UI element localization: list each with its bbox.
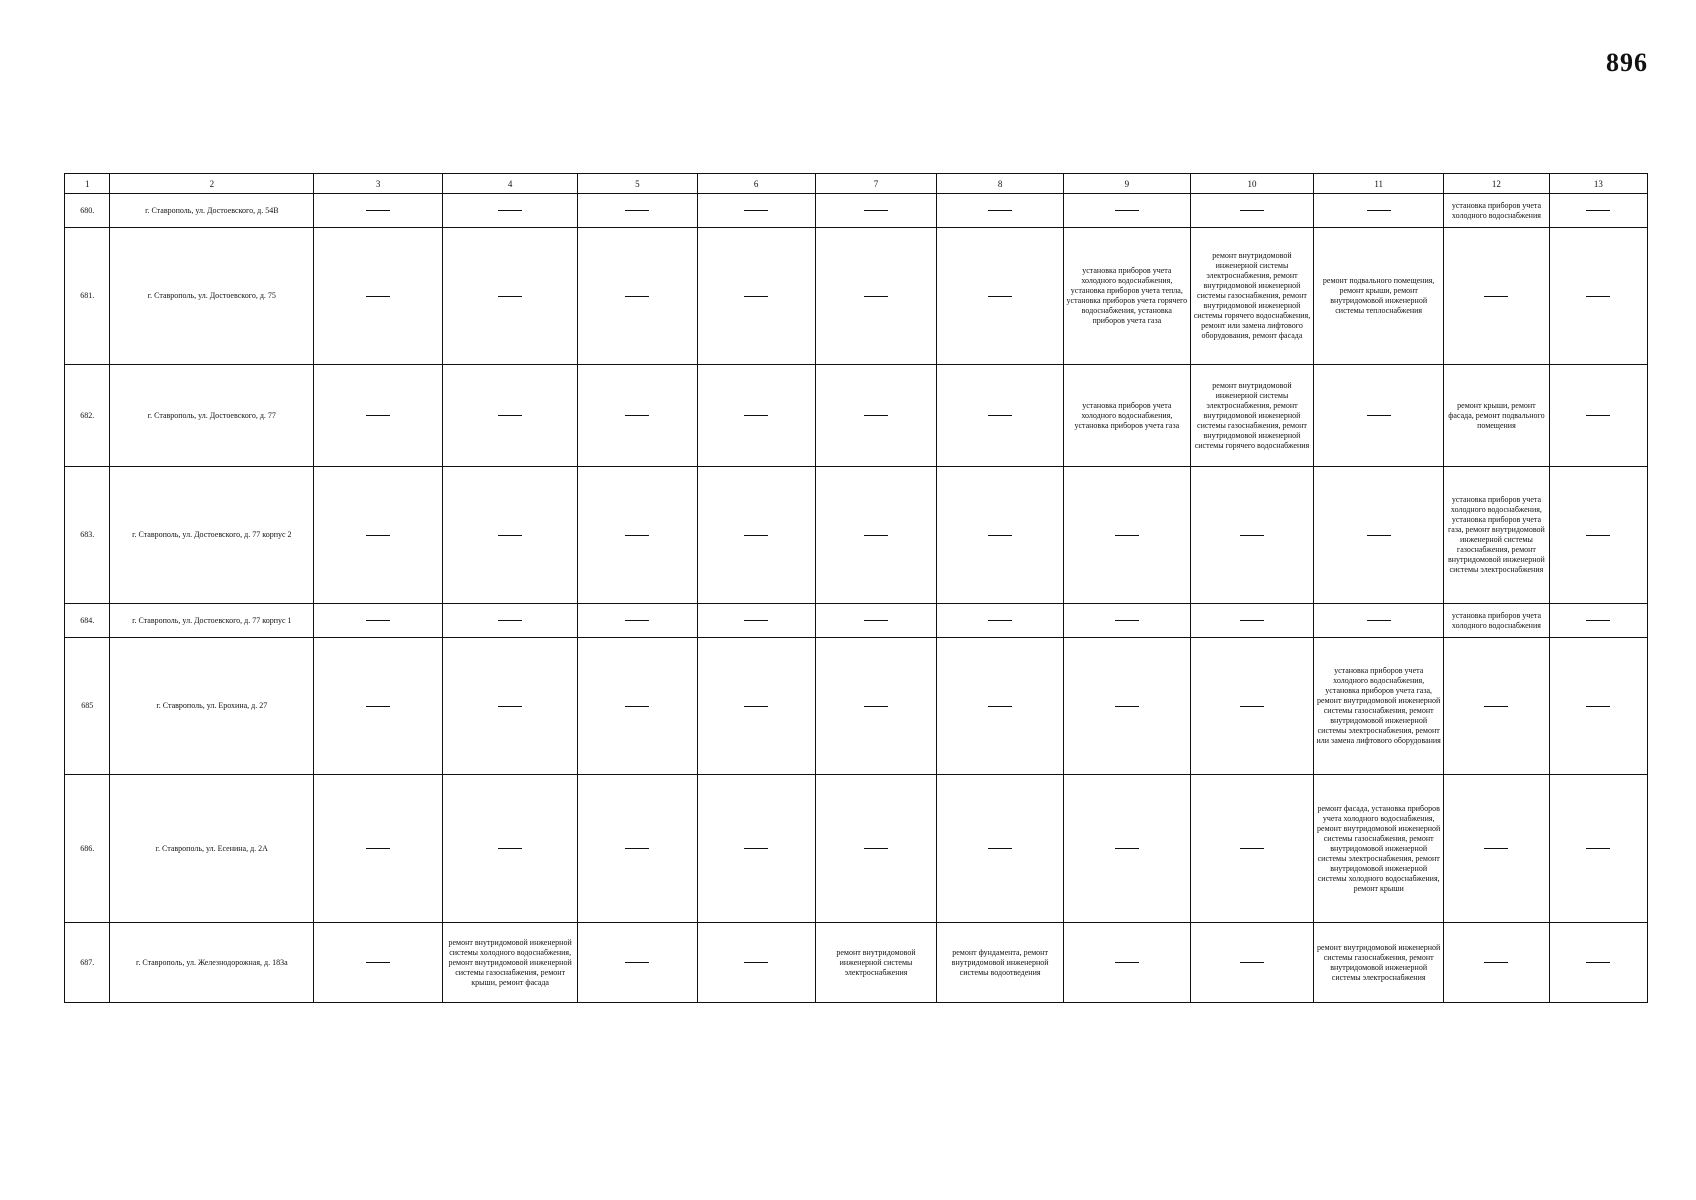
row-number: 685: [65, 638, 110, 775]
empty-cell: [697, 365, 815, 467]
row-number: 681.: [65, 228, 110, 365]
building-address: г. Ставрополь, ул. Железнодорожная, д. 183а: [110, 923, 314, 1003]
building-address: г. Ставрополь, ул. Достоевского, д. 77 корпус 2: [110, 467, 314, 604]
empty-cell: [815, 604, 936, 638]
dash-mark: [864, 706, 888, 707]
column-number-1: 1: [65, 174, 110, 194]
empty-cell: [1314, 604, 1444, 638]
page-number: 896: [1606, 48, 1648, 77]
dash-mark: [366, 706, 390, 707]
empty-cell: [1190, 194, 1314, 228]
empty-cell: [1314, 467, 1444, 604]
dash-mark: [988, 535, 1012, 536]
dash-mark: [988, 706, 1012, 707]
empty-cell: [1549, 638, 1647, 775]
empty-cell: [697, 604, 815, 638]
empty-cell: [1549, 467, 1647, 604]
dash-mark: [1586, 848, 1610, 849]
column-number-row: [65, 174, 1648, 194]
dash-mark: [625, 620, 649, 621]
empty-cell: [578, 604, 697, 638]
column-number-4: 4: [443, 174, 578, 194]
dash-mark: [366, 962, 390, 963]
empty-cell: [697, 923, 815, 1003]
empty-cell: [443, 638, 578, 775]
dash-mark: [864, 535, 888, 536]
dash-mark: [744, 535, 768, 536]
dash-mark: [366, 415, 390, 416]
dash-mark: [864, 848, 888, 849]
dash-mark: [1367, 620, 1391, 621]
dash-mark: [498, 296, 522, 297]
dash-mark: [1240, 620, 1264, 621]
empty-cell: [443, 604, 578, 638]
empty-cell: [1190, 638, 1314, 775]
empty-cell: [1063, 638, 1190, 775]
dash-mark: [625, 706, 649, 707]
dash-mark: [1586, 210, 1610, 211]
empty-cell: [443, 194, 578, 228]
dash-mark: [864, 415, 888, 416]
repair-works-cell: ремонт внутридомовой инженерной системы электроснабжения: [815, 923, 936, 1003]
dash-mark: [625, 296, 649, 297]
capital-repair-table: [64, 173, 1648, 1003]
building-address: г. Ставрополь, ул. Достоевского, д. 75: [110, 228, 314, 365]
dash-mark: [498, 706, 522, 707]
empty-cell: [937, 467, 1064, 604]
building-address: г. Ставрополь, ул. Ерохина, д. 27: [110, 638, 314, 775]
table-row: [65, 604, 1648, 638]
repair-works-cell: установка приборов учета холодного водоснабжения, установка приборов учета газа, ремонт внутридомовой инженерной системы газоснабжения, ремонт внутридомовой инженерной системы электроснабжения, ремонт или замена лифтового оборудования: [1314, 638, 1444, 775]
dash-mark: [864, 296, 888, 297]
empty-cell: [815, 365, 936, 467]
dash-mark: [1115, 848, 1139, 849]
empty-cell: [578, 923, 697, 1003]
row-number: 683.: [65, 467, 110, 604]
empty-cell: [815, 194, 936, 228]
empty-cell: [815, 638, 936, 775]
dash-mark: [498, 620, 522, 621]
dash-mark: [864, 620, 888, 621]
dash-mark: [1240, 210, 1264, 211]
empty-cell: [1444, 923, 1550, 1003]
dash-mark: [1115, 535, 1139, 536]
dash-mark: [744, 620, 768, 621]
empty-cell: [578, 775, 697, 923]
dash-mark: [1586, 415, 1610, 416]
repair-works-cell: установка приборов учета холодного водоснабжения: [1444, 604, 1550, 638]
dash-mark: [366, 210, 390, 211]
building-address: г. Ставрополь, ул. Есенина, д. 2А: [110, 775, 314, 923]
table-row: [65, 467, 1648, 604]
row-number: 684.: [65, 604, 110, 638]
empty-cell: [578, 194, 697, 228]
dash-mark: [988, 620, 1012, 621]
dash-mark: [366, 535, 390, 536]
empty-cell: [1549, 228, 1647, 365]
row-number: 687.: [65, 923, 110, 1003]
repair-works-cell: ремонт внутридомовой инженерной системы электроснабжения, ремонт внутридомовой инженерной системы газоснабжения, ремонт внутридомовой инженерной системы горячего водоснабжения: [1190, 365, 1314, 467]
repair-works-cell: установка приборов учета холодного водоснабжения, установка приборов учета газа, ремонт внутридомовой инженерной системы газоснабжения, ремонт внутридомовой инженерной системы электроснабжения: [1444, 467, 1550, 604]
empty-cell: [937, 604, 1064, 638]
empty-cell: [1549, 775, 1647, 923]
dash-mark: [744, 415, 768, 416]
repair-works-cell: установка приборов учета холодного водоснабжения, установка приборов учета тепла, установка приборов учета горячего водоснабжения, установка приборов учета газа: [1063, 228, 1190, 365]
column-number-13: 13: [1549, 174, 1647, 194]
dash-mark: [1484, 706, 1508, 707]
empty-cell: [937, 228, 1064, 365]
empty-cell: [1314, 365, 1444, 467]
dash-mark: [625, 962, 649, 963]
dash-mark: [1586, 962, 1610, 963]
empty-cell: [314, 228, 443, 365]
dash-mark: [366, 848, 390, 849]
empty-cell: [314, 775, 443, 923]
repair-works-cell: ремонт внутридомовой инженерной системы газоснабжения, ремонт внутридомовой инженерной системы электроснабжения: [1314, 923, 1444, 1003]
empty-cell: [443, 467, 578, 604]
empty-cell: [937, 775, 1064, 923]
empty-cell: [1549, 194, 1647, 228]
dash-mark: [1586, 296, 1610, 297]
dash-mark: [1586, 706, 1610, 707]
repair-works-cell: установка приборов учета холодного водоснабжения: [1444, 194, 1550, 228]
dash-mark: [988, 415, 1012, 416]
dash-mark: [498, 848, 522, 849]
empty-cell: [1190, 923, 1314, 1003]
dash-mark: [988, 848, 1012, 849]
dash-mark: [1115, 962, 1139, 963]
empty-cell: [1063, 604, 1190, 638]
empty-cell: [815, 467, 936, 604]
empty-cell: [1063, 194, 1190, 228]
dash-mark: [498, 415, 522, 416]
column-number-5: 5: [578, 174, 697, 194]
column-number-6: 6: [697, 174, 815, 194]
empty-cell: [697, 228, 815, 365]
empty-cell: [578, 228, 697, 365]
empty-cell: [314, 194, 443, 228]
dash-mark: [625, 848, 649, 849]
row-number: 680.: [65, 194, 110, 228]
repair-works-cell: ремонт подвального помещения, ремонт крыши, ремонт внутридомовой инженерной системы теплоснабжения: [1314, 228, 1444, 365]
dash-mark: [1367, 415, 1391, 416]
empty-cell: [1063, 467, 1190, 604]
column-number-2: 2: [110, 174, 314, 194]
empty-cell: [443, 228, 578, 365]
empty-cell: [443, 775, 578, 923]
table-body: [65, 194, 1648, 1003]
dash-mark: [1115, 210, 1139, 211]
dash-mark: [498, 210, 522, 211]
dash-mark: [1115, 620, 1139, 621]
column-number-9: 9: [1063, 174, 1190, 194]
empty-cell: [1549, 604, 1647, 638]
dash-mark: [625, 210, 649, 211]
empty-cell: [578, 365, 697, 467]
repair-works-cell: установка приборов учета холодного водоснабжения, установка приборов учета газа: [1063, 365, 1190, 467]
repair-works-cell: ремонт фасада, установка приборов учета холодного водоснабжения, ремонт внутридомовой инженерной системы газоснабжения, ремонт внутридомовой инженерной системы электроснабжения, ремонт внутридомовой инженерной системы холодного водоснабжения, ремонт крыши: [1314, 775, 1444, 923]
building-address: г. Ставрополь, ул. Достоевского, д. 54В: [110, 194, 314, 228]
column-number-7: 7: [815, 174, 936, 194]
column-number-12: 12: [1444, 174, 1550, 194]
empty-cell: [314, 923, 443, 1003]
dash-mark: [1240, 535, 1264, 536]
empty-cell: [815, 775, 936, 923]
empty-cell: [1063, 775, 1190, 923]
empty-cell: [937, 365, 1064, 467]
empty-cell: [314, 467, 443, 604]
dash-mark: [1586, 620, 1610, 621]
building-address: г. Ставрополь, ул. Достоевского, д. 77 корпус 1: [110, 604, 314, 638]
building-address: г. Ставрополь, ул. Достоевского, д. 77: [110, 365, 314, 467]
empty-cell: [314, 365, 443, 467]
dash-mark: [988, 210, 1012, 211]
table-row: [65, 638, 1648, 775]
repair-works-cell: ремонт внутридомовой инженерной системы холодного водоснабжения, ремонт внутридомовой инженерной системы газоснабжения, ремонт крыши, ремонт фасада: [443, 923, 578, 1003]
empty-cell: [314, 604, 443, 638]
dash-mark: [1586, 535, 1610, 536]
dash-mark: [744, 848, 768, 849]
empty-cell: [697, 775, 815, 923]
empty-cell: [697, 638, 815, 775]
empty-cell: [1444, 775, 1550, 923]
empty-cell: [443, 365, 578, 467]
empty-cell: [1549, 923, 1647, 1003]
dash-mark: [1240, 848, 1264, 849]
table-row: [65, 228, 1648, 365]
repair-works-cell: ремонт крыши, ремонт фасада, ремонт подвального помещения: [1444, 365, 1550, 467]
empty-cell: [697, 467, 815, 604]
dash-mark: [744, 706, 768, 707]
table-row: [65, 775, 1648, 923]
dash-mark: [625, 415, 649, 416]
dash-mark: [366, 620, 390, 621]
empty-cell: [937, 194, 1064, 228]
dash-mark: [498, 535, 522, 536]
empty-cell: [314, 638, 443, 775]
empty-cell: [1063, 923, 1190, 1003]
dash-mark: [744, 296, 768, 297]
dash-mark: [1484, 962, 1508, 963]
dash-mark: [1367, 535, 1391, 536]
empty-cell: [578, 638, 697, 775]
empty-cell: [937, 638, 1064, 775]
dash-mark: [1484, 848, 1508, 849]
table-row: [65, 923, 1648, 1003]
empty-cell: [697, 194, 815, 228]
dash-mark: [366, 296, 390, 297]
column-number-3: 3: [314, 174, 443, 194]
dash-mark: [1115, 706, 1139, 707]
column-number-11: 11: [1314, 174, 1444, 194]
empty-cell: [578, 467, 697, 604]
dash-mark: [1240, 962, 1264, 963]
column-number-8: 8: [937, 174, 1064, 194]
dash-mark: [1240, 706, 1264, 707]
dash-mark: [744, 962, 768, 963]
repair-works-cell: ремонт внутридомовой инженерной системы электроснабжения, ремонт внутридомовой инженерной системы газоснабжения, ремонт внутридомовой инженерной системы горячего водоснабжения, ремонт или замена лифтового оборудования, ремонт фасада: [1190, 228, 1314, 365]
empty-cell: [1444, 638, 1550, 775]
empty-cell: [1190, 467, 1314, 604]
dash-mark: [864, 210, 888, 211]
table-row: [65, 194, 1648, 228]
empty-cell: [1314, 194, 1444, 228]
row-number: 686.: [65, 775, 110, 923]
empty-cell: [815, 228, 936, 365]
register-sheet: [64, 173, 1648, 1003]
dash-mark: [625, 535, 649, 536]
row-number: 682.: [65, 365, 110, 467]
empty-cell: [1190, 775, 1314, 923]
column-number-10: 10: [1190, 174, 1314, 194]
empty-cell: [1190, 604, 1314, 638]
empty-cell: [1549, 365, 1647, 467]
dash-mark: [744, 210, 768, 211]
dash-mark: [1484, 296, 1508, 297]
table-row: [65, 365, 1648, 467]
repair-works-cell: ремонт фундамента, ремонт внутридомовой инженерной системы водоотведения: [937, 923, 1064, 1003]
empty-cell: [1444, 228, 1550, 365]
dash-mark: [988, 296, 1012, 297]
dash-mark: [1367, 210, 1391, 211]
